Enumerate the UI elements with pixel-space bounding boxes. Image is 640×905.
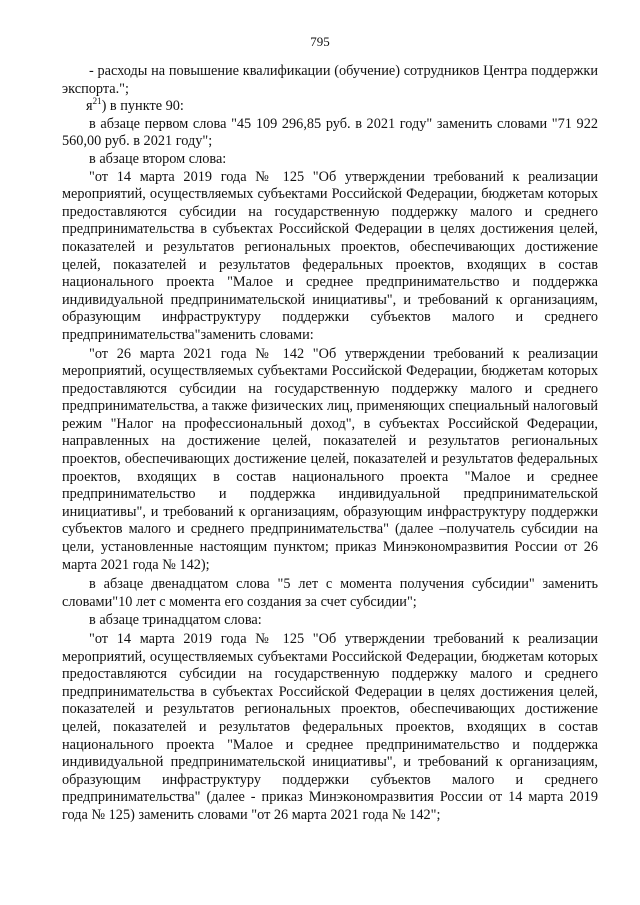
document-body: [62, 63, 598, 825]
page-number: 795: [310, 34, 330, 49]
superscript-number: 21: [92, 96, 102, 107]
paragraph-9: "от 14 марта 2019 года № 125 "Об утверждении требований к реализации мероприятий, осуществляемых субъектами Российской Федерации, бюджетам которых предоставляются субсидии на государственную поддержку малого и среднего предпринимательства в субъектах Российской Федерации в целях достижения целей, показателей и результатов региональных проектов, обеспечивающих достижение целей, показателей и результатов федеральных проектов, входящих в состав национального проекта "Малое и среднее предпринимательство и поддержка индивидуальной предпринимательской инициативы", и требований к организациям, образующим инфраструктуру поддержки субъектов малого и среднего предпринимательства" (далее - приказ Минэкономразвития России от 14 марта 2019 года № 125) заменить словами "от 26 марта 2021 года № 142";: [62, 631, 598, 823]
list-marker: я: [86, 98, 93, 115]
paragraph-4: в абзаце втором слова:: [89, 150, 227, 167]
paragraph-6: "от 26 марта 2021 года № 142 "Об утверждении требований к реализации мероприятий, осуществляемых субъектами Российской Федерации, бюджетам которых предоставляются субсидии на государственную поддержку малого и среднего предпринимательства, а также физических лиц, применяющих специальный налоговый режим "Налог на профессиональный доход", в субъектах Российской Федерации, направленных на достижение целей, показателей и результатов региональных проектов, обеспечивающих достижение целей, показателей и результатов федеральных проектов, входящих в состав национального проекта "Малое и среднее предпринимательство и поддержка индивидуальной предпринимательской инициативы", и требований к организациям, образующим инфраструктуру поддержки субъектов малого и среднего предпринимательства" (далее –получатель субсидии на цели, установленные настоящим пунктом; приказ Минэкономразвития России от 26 марта 2021 года № 142);: [62, 345, 598, 573]
paragraph-1: - расходы на повышение квалификации (обучение) сотрудников Центра поддержки экспорта.";: [62, 63, 598, 97]
paragraph-2-text: ) в пункте 90:: [101, 98, 184, 115]
paragraph-2: [62, 98, 598, 116]
paragraph-7: в абзаце двенадцатом слова "5 лет с момента получения субсидии" заменить словами"10 лет с момента его создания за счет субсидии";: [62, 576, 598, 610]
paragraph-3: в абзаце первом слова "45 109 296,85 руб. в 2021 году" заменить словами "71 922 560,00 руб. в 2021 году";: [62, 115, 598, 150]
paragraph-5: "от 14 марта 2019 года № 125 "Об утверждении требований к реализации мероприятий, осуществляемых субъектами Российской Федерации, бюджетам которых предоставляются субсидии на государственную поддержку малого и среднего предпринимательства в субъектах Российской Федерации в целях достижения целей, показателей и результатов региональных проектов, обеспечивающих достижение целей, показателей и результатов федеральных проектов, входящих в состав национального проекта "Малое и среднее предпринимательство и поддержка индивидуальной предпринимательской инициативы", и требований к организациям, образующим инфраструктуру поддержки субъектов малого и среднего предпринимательства"заменить словами:: [62, 168, 598, 343]
paragraph-8: в абзаце тринадцатом слова:: [89, 612, 262, 629]
